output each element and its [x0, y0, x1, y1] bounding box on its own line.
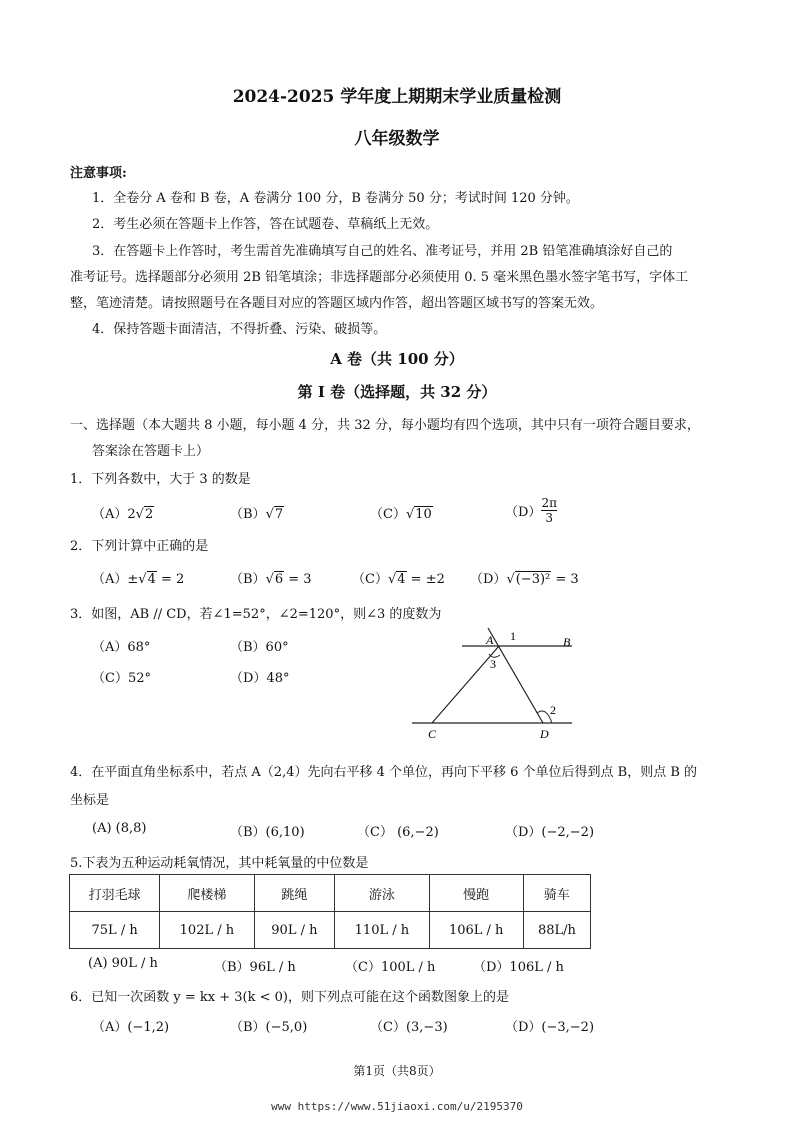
q3-option-b: （B）60° — [230, 640, 289, 655]
q4-option-b: （B）(6,10) — [230, 825, 305, 840]
q1-option-d: （D） $\frac{2\pi}{3}$ — [505, 496, 557, 525]
label-d: D — [540, 727, 549, 741]
line-ac — [432, 646, 499, 723]
section-instructions: 一、选择题（本大题共 8 小题，每小题 4 分，共 32 分，每小题均有四个选项，其中只有一项符合题目要求， — [70, 418, 700, 433]
q5-option-d: （D）106L / h — [473, 960, 564, 975]
note-item: 整，笔迹清楚。请按照题号在各题目对应的答题区域内作答，超出答题区域书写的答案无效。 — [70, 296, 604, 311]
part1-title: 第 I 卷（选择题，共 32 分） — [297, 383, 497, 401]
section-a-title: A 卷（共 100 分） — [330, 350, 464, 368]
table-header-cell: 游泳 — [335, 875, 429, 912]
q6-option-b: （B）(−5,0) — [230, 1020, 308, 1035]
q3-figure — [400, 620, 600, 745]
q3-option-a: （A）68° — [92, 640, 151, 655]
table-cell: 88L/h — [523, 912, 590, 949]
q5-option-b: （B）96L / h — [214, 960, 296, 975]
q4-option-d: （D）(−2,−2) — [505, 825, 595, 840]
q1-option-a: （A）2√2 — [92, 507, 154, 522]
table-cell: 110L / h — [335, 912, 429, 949]
note-item: 准考证号。选择题部分必须用 2B 铅笔填涂；非选择题部分必须使用 0. 5 毫米黑色墨水签字笔书写，字体工 — [70, 270, 689, 285]
q5-stem: 5.下表为五种运动耗氧情况，其中耗氧量的中位数是 — [70, 856, 369, 871]
label-angle2: 2 — [550, 703, 556, 717]
q5-option-a: (A) 90L / h — [88, 956, 158, 971]
watermark: www https://www.51jiaoxi.com/u/2195370 — [271, 1100, 523, 1113]
q1-option-c: （C）√10 — [370, 507, 432, 522]
note-item: 4．保持答题卡面清洁，不得折叠、污染、破损等。 — [92, 322, 387, 337]
table-header-cell: 爬楼梯 — [160, 875, 254, 912]
table-header-cell: 慢跑 — [429, 875, 523, 912]
q2-option-a: （A）±√4 = 2 — [92, 572, 185, 587]
q4-stem: 4．在平面直角坐标系中，若点 A（2,4）先向右平移 4 个单位，再向下平移 6 个单位后得到点 B，则点 B 的 — [70, 765, 698, 780]
q3-option-d: （D）48° — [230, 671, 290, 686]
q2-stem: 2．下列计算中正确的是 — [70, 539, 209, 554]
q4-option-c: （C） (6,−2) — [357, 825, 439, 840]
q6-option-a: （A）(−1,2) — [92, 1020, 170, 1035]
page-number: 第1页（共8页） — [353, 1064, 441, 1078]
q2-option-d: （D）√(−3)² = 3 — [470, 572, 579, 587]
note-item: 1．全卷分 A 卷和 B 卷，A 卷满分 100 分，B 卷满分 50 分；考试时间 120 分钟。 — [92, 191, 579, 206]
q5-table — [69, 874, 591, 949]
table-header-cell: 打羽毛球 — [70, 875, 160, 912]
note-item: 3．在答题卡上作答时，考生需首先准确填写自己的姓名、准考证号，并用 2B 铅笔准确填涂好自己的 — [92, 244, 673, 259]
q6-stem: 6．已知一次函数 y = kx + 3(k < 0)，则下列点可能在这个函数图象上的是 — [70, 990, 509, 1005]
q5-option-c: （C）100L / h — [345, 960, 436, 975]
label-b: B — [563, 635, 571, 649]
table-header-cell: 骑车 — [523, 875, 590, 912]
notes-heading: 注意事项: — [70, 166, 127, 181]
label-c: C — [428, 727, 437, 741]
q1-stem: 1．下列各数中，大于 3 的数是 — [70, 472, 251, 487]
table-row — [70, 912, 591, 949]
label-angle3: 3 — [490, 657, 496, 671]
table-header-row — [70, 875, 591, 912]
section-instructions-cont: 答案涂在答题卡上） — [92, 444, 210, 459]
q3-stem: 3．如图，AB // CD，若∠1=52°，∠2=120°，则∠3 的度数为 — [70, 607, 442, 622]
q3-option-c: （C）52° — [92, 671, 151, 686]
note-item: 2．考生必须在答题卡上作答，答在试题卷、草稿纸上无效。 — [92, 217, 439, 232]
page-subtitle: 八年级数学 — [354, 129, 440, 149]
table-cell: 75L / h — [70, 912, 160, 949]
table-cell: 90L / h — [254, 912, 335, 949]
q4-option-a: (A) (8,8) — [92, 821, 147, 836]
q4-stem-cont: 坐标是 — [70, 793, 110, 808]
q6-option-c: （C）(3,−3) — [370, 1020, 448, 1035]
table-header-cell: 跳绳 — [254, 875, 335, 912]
table-cell: 106L / h — [429, 912, 523, 949]
label-a: A — [486, 633, 494, 647]
q2-option-b: （B）√6 = 3 — [230, 572, 312, 587]
page-title: 2024-2025 学年度上期期末学业质量检测 — [232, 87, 562, 107]
q6-option-d: （D）(−3,−2) — [505, 1020, 595, 1035]
label-angle1: 1 — [510, 629, 516, 643]
table-cell: 102L / h — [160, 912, 254, 949]
q1-option-b: （B）√7 — [230, 507, 284, 522]
q2-option-c: （C）√4 = ±2 — [352, 572, 445, 587]
